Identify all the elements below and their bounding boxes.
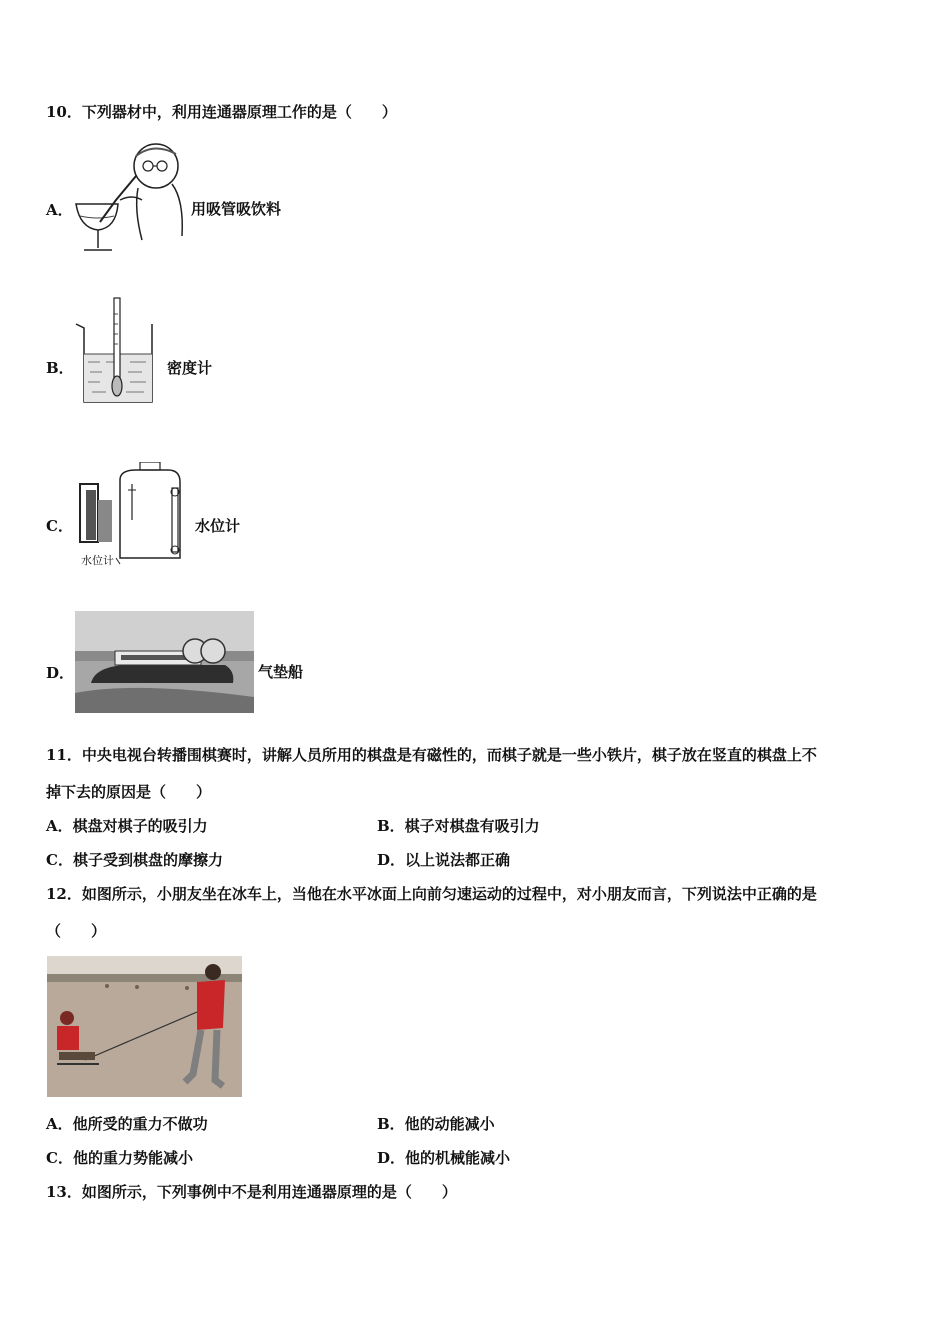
- q11-stem-line2: 掉下去的原因是（ ）: [46, 783, 212, 801]
- q10-option-b-caption: 密度计: [167, 359, 213, 377]
- q12-option-c: C．他的重力势能减小: [46, 1149, 193, 1167]
- q12-option-d: D．他的机械能减小: [377, 1149, 511, 1167]
- q10-option-d-caption: 气垫船: [258, 663, 304, 681]
- q10-option-a-caption: 用吸管吸饮料: [191, 200, 282, 218]
- q11-stem-line1: 11．中央电视台转播围棋赛时，讲解人员所用的棋盘是有磁性的，而棋子就是一些小铁片，棋子放在竖直的棋盘上不: [46, 746, 817, 764]
- water-level-figure-text: 水位计: [81, 554, 114, 567]
- q13-stem: 13．如图所示，下列事例中不是利用连通器原理的是（ ）: [46, 1183, 457, 1201]
- hydrometer-beaker-figure: [72, 294, 158, 406]
- q12-stem-line2: （ ）: [46, 922, 107, 940]
- q11-option-b: B．棋子对棋盘有吸引力: [377, 817, 540, 835]
- q12-option-a: A．他所受的重力不做功: [46, 1115, 208, 1133]
- q10-stem: 10．下列器材中，利用连通器原理工作的是（ ）: [46, 103, 397, 121]
- q10-option-c-caption: 水位计: [195, 517, 241, 535]
- water-level-gauge-figure: [76, 462, 188, 570]
- q12-stem-line1: 12．如图所示，小朋友坐在冰车上，当他在水平冰面上向前匀速运动的过程中，对小朋友而言，下列说法中正确的是: [46, 885, 817, 903]
- q10-option-b-label: B．: [46, 359, 74, 377]
- q11-option-c: C．棋子受到棋盘的摩擦力: [46, 851, 223, 869]
- q10-option-d-label: D．: [46, 664, 75, 682]
- q10-option-a-label: A．: [46, 201, 73, 219]
- q10-option-c-label: C．: [46, 517, 73, 535]
- q12-option-b: B．他的动能减小: [377, 1115, 495, 1133]
- q11-option-d: D．以上说法都正确: [377, 851, 511, 869]
- q11-option-a: A．棋盘对棋子的吸引力: [46, 817, 208, 835]
- ice-sled-photo: [47, 956, 242, 1097]
- hovercraft-photo: [75, 611, 254, 713]
- drinking-straw-figure: [72, 140, 187, 255]
